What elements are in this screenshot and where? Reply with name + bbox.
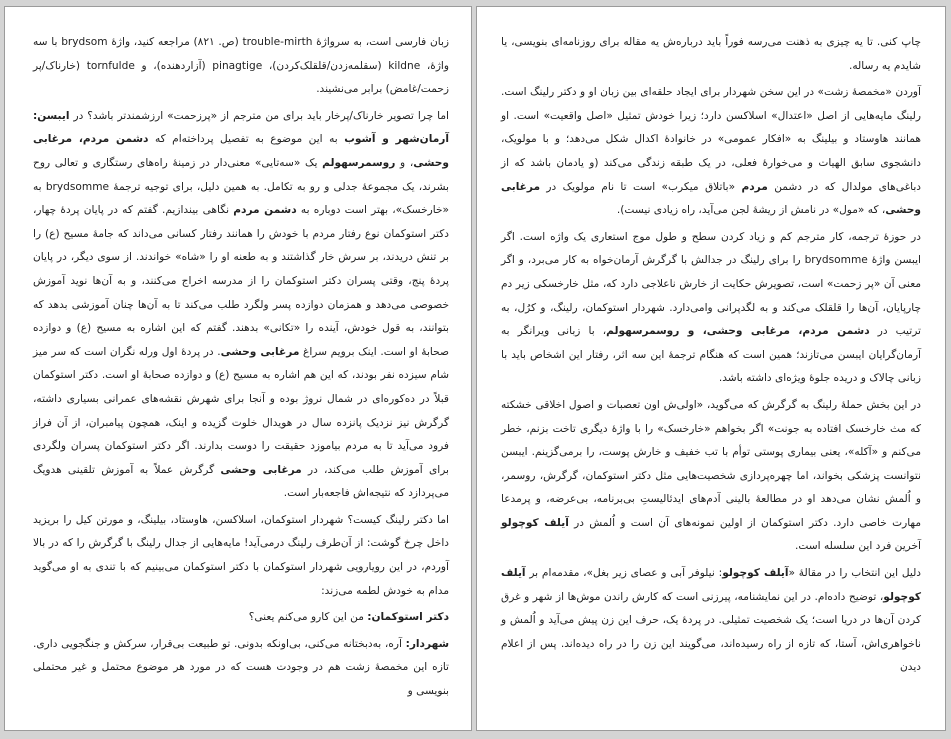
right-page: [476, 6, 946, 731]
text-run: ، توضیح داده‌ام. در این نمایشنامه، پیرزنی است که کارش راندن موش‌ها از شهر و غرق کردن آن‌ها در دریا است؛ یک شخصیت تمثیلی. در پردهٔ یک، حرف این زن پیش می‌آید و اُلمش و ناخواهری‌اش، آستا، که تازه از راه رسیده‌اند، می‌گویند این زن را در راه دیده‌اند. پس از اعلام دیدن: [501, 590, 921, 674]
text-run: . در پردهٔ اول ورله نگران است که سر میز شام سیزده نفر بودند، که این هم اشاره به مسیح (ع) و دوازده صحابهٔ او است. دکتر استوکمان قبلاً در ده‌کوره‌ای در شمال نروژ بوده و آنجا برای شهرش نقشه‌های عمرانی بسیاری داشته، گرگرش نیز نزدیک پانزده سال در هویدال خلوت گزیده و اینک، همچون پیامبران، از آن فراز فرود می‌آید تا به مردم بیاموزد حقیقت را دوست بدارند. اگر دکتر استوکمان پسران ولگردی برای آموزش طلب می‌کند، در: [33, 345, 450, 476]
paragraph: [501, 31, 921, 78]
text-run: (آزاردهنده)، و: [134, 59, 213, 72]
left-page: [4, 6, 472, 731]
bold-text-run: دکتر استوکمان:: [367, 611, 449, 624]
text-run: دلیل این انتخاب را در مقالهٔ «: [788, 567, 922, 580]
text-run: اما چرا تصویر خارناک/پرخار باید برای من مترجم از «پرزحمت» ارزشمندتر باشد؟ در: [69, 109, 449, 122]
bold-text-run: آیلف کوچولو: [501, 567, 921, 603]
paragraph: [33, 606, 449, 630]
bold-text-run: دشمن مردم، مرغابی وحشی، و روسمرسهولم: [606, 325, 870, 338]
latin-term: brydsomme: [804, 254, 868, 267]
text-run: ، با زبانی ویرانگر به آرمان‌گرایان ایبسن می‌تازند؛ همین است که هنگام ترجمهٔ این سه اثر، رفتار این اشخاص باید با زبانی چالاک و دریده جلوهٔ ویژه‌ای داشته باشد.: [501, 325, 921, 385]
latin-term: trouble-mirth: [242, 36, 313, 48]
text-run: را برای رلینگ در جدالش با گرگرش آرمان‌خواه به کار می‌برد، و اگر معنی آن «پر زحمت» است، تصویرش حکایت از خارش ناعلاجی دارد که، مثل خارخسکی زیر دم چارپایان، آن‌ها را قلقلک می‌کند و به لگدپرانی وامی‌دارد. شهردار استوکمان، رلینگ، و کرُل، به ترتیب در: [501, 254, 921, 338]
text-run: با سه واژهٔ،: [33, 36, 449, 72]
bold-text-run: آیلف کوچولو: [501, 516, 569, 529]
text-run: زبان فارسی است، به سرواژهٔ: [312, 36, 450, 48]
paragraph: [501, 226, 921, 391]
text-run: (خارناک/پر زحمت/غامض) برابر می‌نشیند.: [33, 59, 449, 96]
text-run: (ص. ۸۲۱) مراجعه کنید، واژهٔ: [107, 36, 243, 48]
text-run: : نیلوفر آبی و عصای زیر بغل»، مقدمه‌ام بر: [525, 567, 723, 580]
bold-text-run: روسمرسهولم: [322, 156, 396, 169]
latin-term: kildne: [388, 59, 421, 72]
bold-text-run: مرغابی وحشی: [220, 345, 300, 358]
bold-text-run: مردم: [741, 180, 768, 193]
paragraph: [33, 31, 449, 102]
bold-text-run: آیلف کوچولو: [722, 567, 789, 580]
paragraph: [33, 633, 449, 704]
text-run: چاپ کنی. تا یه چیزی به ذهنت می‌رسه فوراً باید درباره‌ش یه مقاله برای روزنامه‌ای بنویسی، یا شایدم یه رساله.: [501, 36, 921, 72]
paragraph: [501, 81, 921, 223]
text-run: در حوزهٔ ترجمه، کار مترجم کم و زیاد کردن سطح و طول موج استعاری یک واژه است. اگر ایبسن واژهٔ: [501, 230, 921, 267]
paragraph: [33, 105, 449, 506]
latin-term: tornfulde: [86, 59, 135, 72]
text-run: ، که «مول» در نامش از ریشهٔ لجن می‌آید، راه زیادی نیست).: [616, 204, 886, 217]
text-run: نگاهی بیندازیم. گفتم که در پایان پردهٔ چهار، دکتر استوکمان نوع رفتار مردم با خودش را همانند رفتار کسانی می‌داند که جامهٔ مسیح (ع) را بر تنش دریدند، بر سرش خار گذاشتند و به طعنه او را «شاه» خواندند. از سوی دیگر، در پایان پردهٔ پنج، وقتی پسران دکتر استوکمان را از مدرسه اخراج می‌کنند، و به آن‌ها نوید آموزش خصوصی می‌دهد و همزمان دوازده پسر ولگرد طلب می‌کند تا به آن‌ها چنان آموزشی بدهد که بتوانند، به قول خودش، آینده را «تکانی» بدهند. گفتم که این اشاره به مسیح (ع) و دوازده صحابهٔ او است. اینک برویم سراغ: [33, 204, 449, 358]
text-run: در این بخش حملهٔ رلینگ به گرگرش که می‌گوید، «اولی‌ش اون تعصبات و اصول اخلاقی خشکته که مث خارخسک افتاده به جونت» اگر بخواهم «خارخسک» را با واژهٔ دیگری تاخت بزنم، خطر می‌کنم و «آکله»، یعنی بیماری پوستی توأم با تب خفیف و خارش پوست، را برمی‌گزینم. ایبسن نتوانست پزشکی بخواند، اما چهره‌پردازی شخصیت‌هایی مثل دکتر استوکمان، گرگرش، روسمر، و اُلمش نشان می‌دهد او در مطالعهٔ بالینی آدم‌های ایدئالیستِ بی‌برنامه، بی‌عرضه، و پرمدعا مهارت خاصی دارد. دکتر استوکمان از اولین نمونه‌های آن است و اُلمش در: [501, 398, 921, 529]
bold-text-run: دشمن مردم: [233, 204, 297, 217]
left-text-column: [33, 31, 449, 704]
right-text-column: [501, 31, 921, 680]
bold-text-run: دشمن مردم، مرغابی وحشی: [33, 133, 449, 169]
latin-term: brydsom: [61, 36, 108, 48]
paragraph: [33, 509, 449, 603]
paragraph: [501, 394, 921, 559]
bold-text-run: مرغابی وحشی: [501, 180, 921, 217]
text-run: آوردن «مخمصهٔ زشت» در این سخن شهردار برای ایجاد حلقه‌ای بین زبان او و دکتر رلینگ است. رلینگ مایه‌هایی از اصل «اعتدال» اسلاکسن دارد؛ زیرا خودش تمثیل «اصل واقعیت» است. او همانند هاوستاد و بیلینگ به «افکار عمومی» در خانوادهٔ اکدال شکل می‌دهد؛ و با مولویک، دانشجوی سابق الهیات و می‌خوارهٔ فعلی، در یک طبقه زندگی می‌کند (و یادمان باشد که از دباغی‌های مولدال که در دشمن: [501, 86, 922, 193]
latin-term: brydsomme: [45, 180, 110, 193]
text-run: به این موضوع به تفصیل پرداخته‌ام که: [148, 133, 345, 146]
text-run: ، و: [395, 156, 414, 169]
bold-text-run: مرغابی وحشی: [220, 463, 302, 476]
text-run: گرگرش عملاً به آموزش تلقینی هدویگ می‌پردازد که نتیجه‌اش فاجعه‌بار است.: [33, 463, 449, 500]
bold-text-run: شهردار:: [405, 637, 449, 650]
text-run: آره، به‌دبختانه می‌کنی، بی‌اونکه بدونی. تو طبیعت بی‌قرار، سرکش و جنگجویی داری. تازه این مخمصهٔ زشت هم در وجودت هست که در مورد هر موضوع محتمل و غیر محتملی بنویسی و: [33, 637, 449, 698]
bold-text-run: ایبسن: آرمان‌شهر و آشوب: [33, 109, 449, 146]
text-run: اما دکتر رلینگ کیست؟ شهردار استوکمان، اسلاکسن، هاوستاد، بیلینگ، و مورتن کیل را بریزید داخل چرخ گوشت: از آن‌طرف رلینگ درمی‌آید! مایه‌هایی از جدال رلینگ با گرگرش را که در بالا آوردم، در این رویارویی شهردار استوکمان با دکتر استوکمان می‌بینیم که با تندی به او می‌گوید مدام به خودش لطمه می‌زند:: [33, 513, 449, 597]
latin-term: pinagtige: [212, 59, 263, 72]
text-run: یک «سه‌تایی» معنی‌دار در زمینهٔ راه‌های رستگاری و تعالی روح بشرند، یک مجموعهٔ جدلی و رو به تکامل. به همین دلیل، برای توجیه ترجمهٔ: [33, 156, 449, 193]
paragraph: [501, 562, 921, 680]
text-run: به «خارخسک»، بهتر است دوباره به: [33, 180, 450, 217]
text-run: من این کارو می‌کنم یعنی؟: [248, 611, 368, 624]
text-run: (سقلمه‌زدن/قلقلک‌کردن)،: [262, 59, 389, 72]
text-run: «باتلاق میکرب» است تا نام مولویک در: [540, 180, 742, 193]
text-run: آخرین فرد این سلسله است.: [794, 540, 921, 553]
